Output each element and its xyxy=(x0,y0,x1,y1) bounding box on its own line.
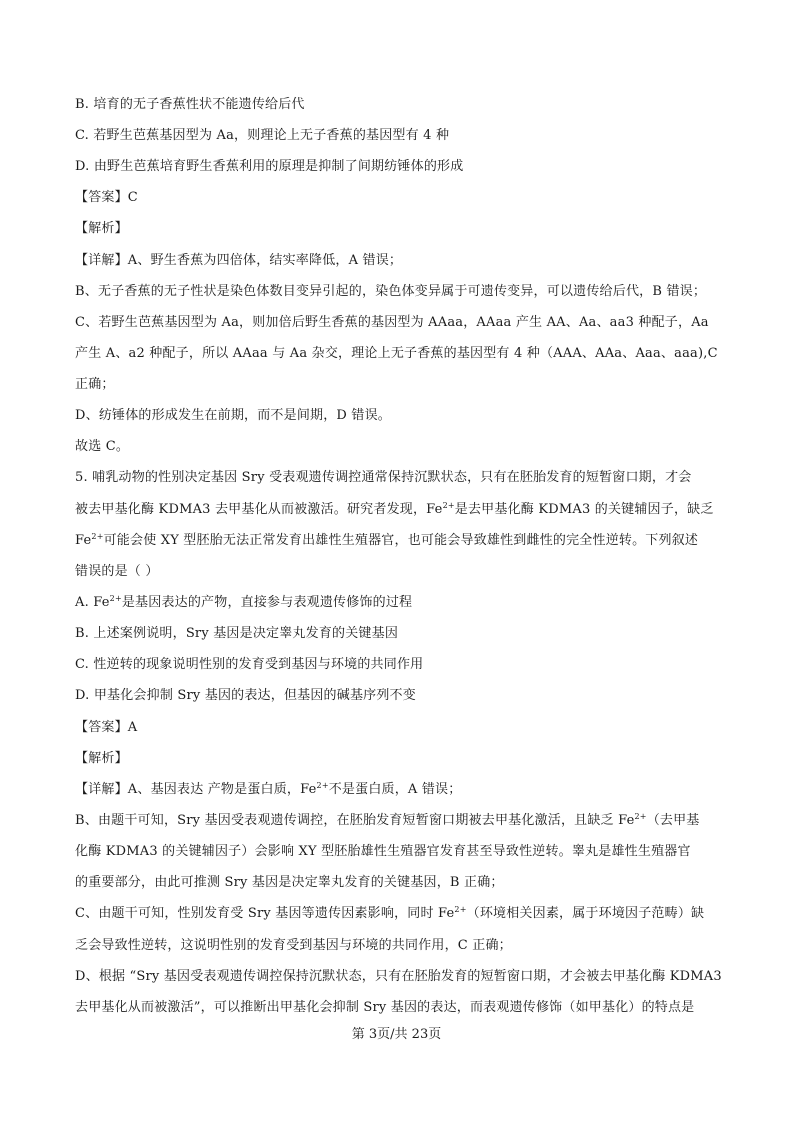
q5-option-c: C. 性逆转的现象说明性别的发育受到基因与环境的共同作用 xyxy=(75,657,424,672)
q5-detail-b-line-1: B、由题干可知，Sry 基因受表观遗传调控，在胚胎发育短暂窗口期被去甲基化激活，且缺乏 $Fe^{2+}$（去甲基 xyxy=(75,812,700,828)
q5-stem-line-2: 被去甲基化酶 KDMA3 去甲基化从而被激活。研究者发现，$Fe^{2+}$是去甲基化酶 KDMA3 的关键辅因子，缺乏 xyxy=(75,501,714,517)
ion-charge: 2+ xyxy=(454,905,467,914)
ion-charge: 2+ xyxy=(316,781,329,790)
q5-detail-b-line-3: 的重要部分，由此可推测 Sry 基因是决定睾丸发育的关键基因，B 正确； xyxy=(75,875,504,890)
q4-detail-1: 【详解】A、野生香蕉为四倍体，结实率降低，A 错误； xyxy=(75,253,403,268)
q5-detail-d-line-1: D、根据 “Sry 基因受表观遗传调控保持沉默状态，只有在胚胎发育的短暂窗口期，才会被去甲基化酶 KDMA3 xyxy=(75,969,722,984)
q4-detail-4: 产生 A、a2 种配子，所以 AAaa 与 Aa 杂交，理论上无子香蕉的基因型有 4 种（AAA、AAa、Aaa、aaa),C xyxy=(75,346,718,361)
q5-detail-a: 【详解】A、基因表达 产物是蛋白质，$Fe^{2+}$不是蛋白质，A 错误； xyxy=(75,781,462,797)
q5-answer: 【答案】A xyxy=(75,720,138,735)
ion-charge: 2+ xyxy=(91,532,104,541)
q5-option-d: D. 甲基化会抑制 Sry 基因的表达，但基因的碱基序列不变 xyxy=(75,688,416,703)
q5-detail-d-line-2: 去甲基化从而被激活”，可以推断出甲基化会抑制 Sry 基因的表达，而表观遗传修饰（如甲基化）的特点是 xyxy=(75,1000,695,1015)
q4-detail-5: 正确； xyxy=(75,377,115,392)
q4-analysis-label: 【解析】 xyxy=(75,221,128,236)
q5-stem-line-1: 5. 哺乳动物的性别决定基因 Sry 受表观遗传调控通常保持沉默状态，只有在胚胎发育的短暂窗口期，才会 xyxy=(75,470,692,485)
q5-stem-line-3: $Fe^{2+}$可能会使 XY 型胚胎无法正常发育出雄性生殖器官，也可能会导致雄性到雌性的完全性逆转。下列叙述 xyxy=(75,532,699,548)
ion-charge: 2+ xyxy=(442,501,455,510)
q4-answer: 【答案】C xyxy=(75,190,138,205)
q4-conclusion: 故选 C。 xyxy=(75,439,130,454)
q5-stem-line-4: 错误的是（ ） xyxy=(75,564,159,579)
page-footer: 第 3页/共 23页 xyxy=(351,1027,442,1042)
ion-charge: 2+ xyxy=(634,812,647,821)
q4-option-c: C. 若野生芭蕉基因型为 Aa，则理论上无子香蕉的基因型有 4 种 xyxy=(75,128,450,143)
q5-detail-c-line-1: C、由题干可知，性别发育受 Sry 基因等遗传因素影响，同时 $Fe^{2+}$（环境相关因素，属于环境因子范畴）缺 xyxy=(75,905,705,921)
q5-analysis-label: 【解析】 xyxy=(75,751,128,766)
q5-option-b: B. 上述案例说明，Sry 基因是决定睾丸发育的关键基因 xyxy=(75,626,399,641)
q4-option-b: B. 培育的无子香蕉性状不能遗传给后代 xyxy=(75,97,305,112)
q4-option-d: D. 由野生芭蕉培育野生香蕉利用的原理是抑制了间期纺锤体的形成 xyxy=(75,159,464,174)
q4-detail-3: C、若野生芭蕉基因型为 Aa，则加倍后野生香蕉的基因型为 AAaa，AAaa 产生 AA、Aa、aa3 种配子，Aa xyxy=(75,315,709,330)
q4-detail-6: D、纺锤体的形成发生在前期，而不是间期，D 错误。 xyxy=(75,408,391,423)
q5-detail-b-line-2: 化酶 KDMA3 的关键辅因子）会影响 XY 型胚胎雄性生殖器官发育甚至导致性逆转。睾丸是雄性生殖器官 xyxy=(75,844,691,859)
q5-detail-c-line-2: 乏会导致性逆转，这说明性别的发育受到基因与环境的共同作用，C 正确； xyxy=(75,938,512,953)
ion-charge: 2+ xyxy=(109,594,122,603)
q5-option-a: A. $Fe^{2+}$是基因表达的产物，直接参与表观遗传修饰的过程 xyxy=(75,594,413,610)
q4-detail-2: B、无子香蕉的无子性状是染色体数目变异引起的，染色体变异属于可遗传变异，可以遗传给后代，B 错误； xyxy=(75,284,707,299)
